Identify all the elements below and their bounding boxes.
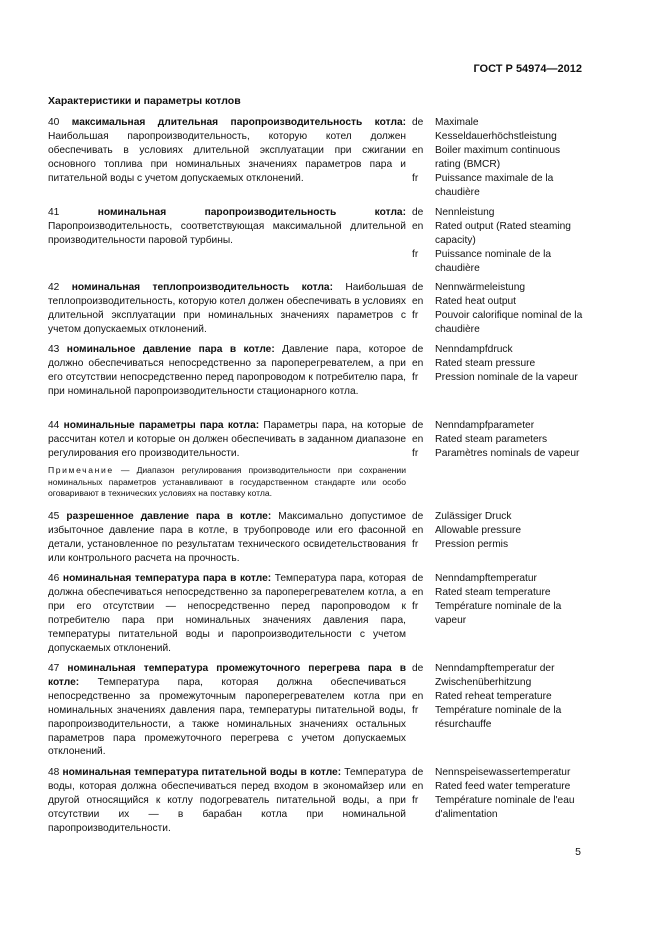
language-codes: de en fr: [412, 767, 424, 806]
term-definition: 41 номинальная паропроизводительность котла: Паропроизводительность, соответствующая максимальной длительной производительности паровой турбины.: [48, 207, 406, 246]
definition-text: Параметры пара, на которые рассчитан котел и которые он должен обеспечивать в заданном диапазоне регулирования его производительности.: [48, 420, 406, 459]
language-codes: de en fr: [412, 344, 424, 383]
term-name: номинальная температура питательной воды в котле:: [62, 767, 342, 778]
term-definition: 42 номинальная теплопроизводительность котла: Наибольшая теплопроизводительность, которую котел должен обеспечивать в условиях длительной эксплуатации при номинальных значениях параметров с учетом допускаемых отклонений.: [48, 282, 406, 335]
language-codes: de en fr: [412, 117, 424, 184]
term-definition: 48 номинальная температура питательной воды в котле: Температура воды, которая должна обеспечиваться перед входом в экономайзер или другой относящийся к котлу подогреватель питательной воды, а при отсутствии их — в барабан котла при номинальной паропроизводительности.: [48, 767, 406, 834]
definition-text: Температура пара, которая должна обеспечиваться непосредственно за промежуточным пароперегревателем котла при номинальных значениях давления пара, температуры питательной воды, паропроизводительности, а также номинальных значениях остальных параметров пара промежуточного перегрева с учетом допускаемых отклонений.: [48, 676, 406, 758]
term-definition: 43 номинальное давление пара в котле: Давление пара, которое должно обеспечиваться непосредственно за пароперегревателем, а при его отсутствии непосредственно перед паропроводом к потребителю пара, при номинальной паропроизводительности стационарного котла.: [48, 344, 406, 397]
foreign-equivalents: Maximale Kesseldauerhöchstleistung Boiler maximum continuous rating (BMCR) Puissance maximale de la chaudière: [435, 117, 561, 198]
term-name: номинальные параметры пара котла:: [63, 420, 260, 431]
document-header: ГОСТ Р 54974—2012: [473, 63, 582, 75]
term-name: номинальная паропроизводительность котла:: [97, 207, 406, 218]
foreign-equivalents: Nenndampftemperatur Rated steam temperature Température nominale de la vapeur: [435, 573, 562, 626]
note-label: Примечание: [48, 464, 114, 475]
language-codes: de en fr: [412, 207, 424, 260]
foreign-equivalents: Nennleistung Rated output (Rated steaming capacity) Puissance nominale de la chaudière: [435, 207, 571, 274]
language-codes: de en fr: [412, 663, 424, 716]
definition-text: Наибольшая теплопроизводительность, которую котел должен обеспечивать в условиях длительной эксплуатации при номинальных значениях параметров с учетом допускаемых отклонений.: [48, 282, 406, 335]
language-codes: de en fr: [412, 282, 424, 321]
definition-text: Температура воды, которая должна обеспечиваться перед входом в экономайзер или другой относящийся к котлу подогреватель питательной воды, а при отсутствии их — в барабан котла при номинальной паропроизводительности.: [48, 767, 406, 834]
term-definition: 40 максимальная длительная паропроизводительность котла: Наибольшая паропроизводительность, которую котел должен обеспечивать в условиях длительной эксплуатации при сжигании основного топлива при номинальных значениях параметров пара и питательной воды с учетом допускаемых отклонений.: [48, 117, 406, 184]
term-definition: 44 номинальные параметры пара котла: Параметры пара, на которые рассчитан котел и которые он должен обеспечивать в заданном диапазоне регулирования его производительности. Примечание — Диапазон регулирования производительности при сохранении номинальных параметров устанавливают в государственном стандарте или особо оговаривают в технических условиях на поставку котла.: [48, 420, 406, 499]
term-definition: 47 номинальная температура промежуточного перегрева пара в котле: Температура пара, которая должна обеспечиваться непосредственно за промежуточным пароперегревателем котла при номинальных значениях давления пара, температуры питательной воды, паропроизводительности, а также номинальных значениях остальных параметров пара промежуточного перегрева с учетом допускаемых отклонений.: [48, 663, 406, 758]
page-number: 5: [575, 846, 581, 858]
foreign-equivalents: Nennwärmeleistung Rated heat output Pouvoir calorifique nominal de la chaudière: [435, 282, 583, 335]
definition-text: Паропроизводительность, соответствующая максимальной длительной производительности паровой турбины.: [48, 220, 406, 246]
definition-text: Максимально допустимое избыточное давление пара в котле, в трубопроводе или его фасонной детали, установленное по результатам технического освидетельствования или контрольного расчета на прочность.: [48, 511, 406, 564]
section-title: Характеристики и параметры котлов: [48, 95, 241, 107]
language-codes: de en fr: [412, 420, 424, 459]
definition-text: Температура пара, которая должна обеспечиваться непосредственно за пароперегревателем котла, а при его отсутствии — непосредственно перед паропроводом к потребителю пара при номинальных значениях давления пара, температуры питательной воды и паропроизводительности с учетом допускаемых отклонений.: [48, 573, 406, 654]
term-name: номинальная теплопроизводительность котла:: [71, 282, 333, 293]
foreign-equivalents: Zulässiger Druck Allowable pressure Pression permis: [435, 511, 522, 550]
term-name: номинальная температура промежуточного перегрева пара в котле:: [48, 663, 406, 688]
language-codes: de en fr: [412, 511, 424, 550]
definition-text: Наибольшая паропроизводительность, которую котел должен обеспечивать в условиях длительной эксплуатации при сжигании основного топлива при номинальных значениях параметров пара и питательной воды с учетом допускаемых отклонений.: [48, 130, 406, 184]
language-codes: de en fr: [412, 573, 424, 612]
foreign-equivalents: Nenndampftemperatur der Zwischenüberhitzung Rated reheat temperature Température nominale de la résurchauffe: [435, 663, 562, 730]
definition-text: Давление пара, которое должно обеспечиваться непосредственно за пароперегревателем, а при его отсутствии непосредственно перед паропроводом к потребителю пара, при номинальной паропроизводительности стационарного котла.: [48, 344, 406, 397]
foreign-equivalents: Nenndampfparameter Rated steam parameters Paramètres nominals de vapeur: [435, 420, 580, 459]
foreign-equivalents: Nennspeisewassertemperatur Rated feed water temperature Température nominale de l'eau d'alimentation: [435, 767, 575, 820]
note-text: — Диапазон регулирования производительности при сохранении номинальных параметров устанавливают в государственном стандарте или особо оговаривают в технических условиях на поставку котла.: [48, 464, 406, 499]
term-definition: 46 номинальная температура пара в котле: Температура пара, которая должна обеспечиваться непосредственно за пароперегревателем котла, а при его отсутствии — непосредственно перед паропроводом к потребителю пара при номинальных значениях давления пара, температуры питательной воды и паропроизводительности с учетом допускаемых отклонений.: [48, 573, 406, 654]
term-name: разрешенное давление пара в котле:: [66, 511, 272, 522]
term-name: номинальное давление пара в котле:: [66, 344, 275, 355]
term-name: максимальная длительная паропроизводительность котла:: [71, 117, 406, 128]
foreign-equivalents: Nenndampfdruck Rated steam pressure Pression nominale de la vapeur: [435, 344, 578, 383]
note: [48, 465, 406, 500]
term-definition: 45 разрешенное давление пара в котле: Максимально допустимое избыточное давление пара в котле, в трубопроводе или его фасонной детали, установленное по результатам технического освидетельствования или контрольного расчета на прочность.: [48, 511, 406, 564]
term-name: номинальная температура пара в котле:: [62, 573, 272, 584]
